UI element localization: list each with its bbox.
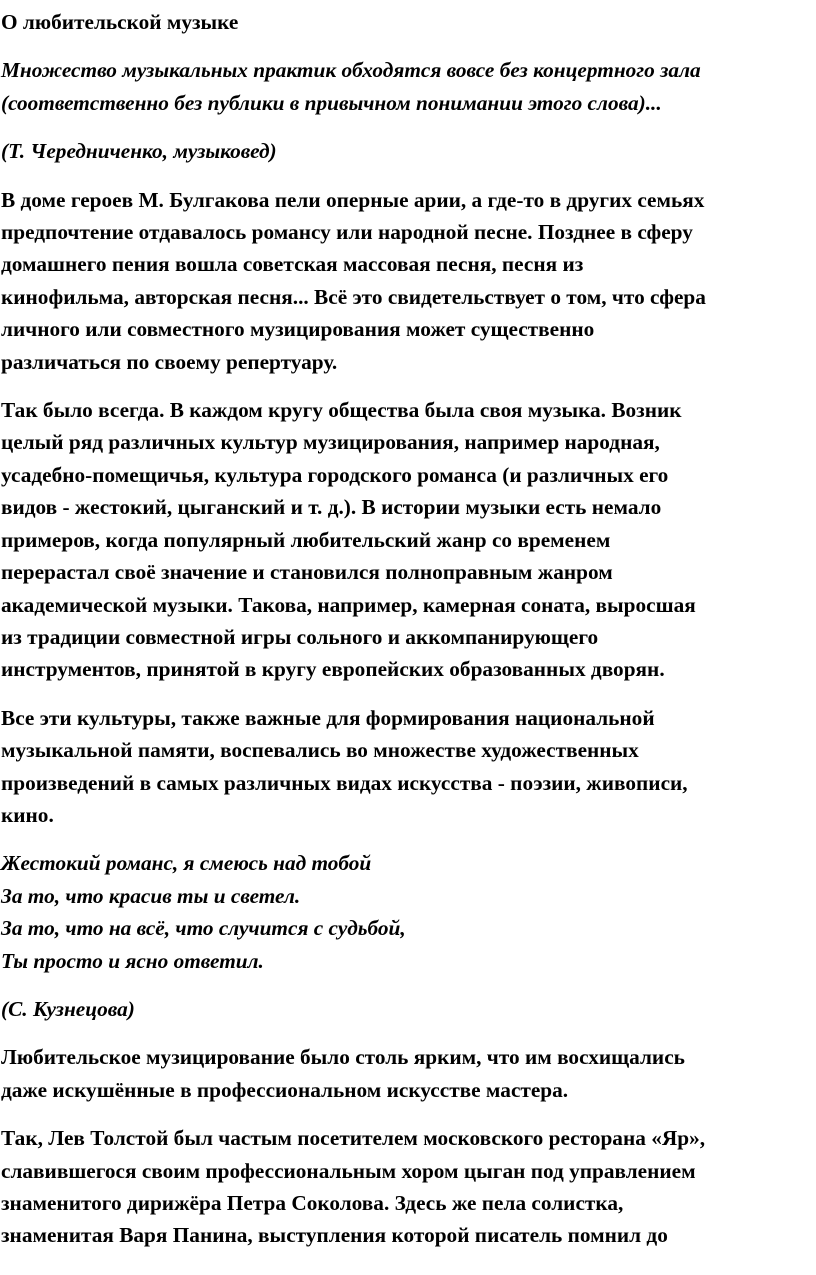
paragraph-line: славившегося своим профессиональным хором цыган под управлением	[1, 1158, 696, 1183]
spacer	[0, 168, 816, 184]
poem-line: За то, что на всё, что случится с судьбой,	[1, 916, 406, 941]
paragraph-line: инструментов, принятой в кругу европейских образованных дворян.	[1, 657, 665, 682]
spacer	[0, 1106, 816, 1122]
spacer	[0, 378, 816, 394]
paragraph-line: различаться по своему репертуару.	[1, 349, 338, 374]
paragraph-line: Так было всегда. В каждом кругу общества была своя музыка. Возник	[1, 398, 682, 423]
epigraph-attribution: (Т. Чередниченко, музыковед)	[1, 139, 277, 164]
epigraph	[0, 54, 816, 119]
paragraph-line: перерастал своё значение и становился полноправным жанром	[1, 560, 613, 585]
paragraph-line: из традиции совместной игры сольного и аккомпанирующего	[1, 624, 599, 649]
paragraph-line: произведений в самых различных видах искусства - поэзии, живописи,	[1, 770, 688, 795]
paragraph-line: даже искушённые в профессиональном искусстве мастера.	[1, 1077, 569, 1102]
paragraph-2	[0, 394, 816, 686]
spacer	[0, 38, 816, 54]
paragraph-1	[0, 184, 816, 378]
epigraph-line: (соответственно без публики в привычном понимании этого слова)...	[1, 90, 662, 115]
paragraph-line: целый ряд различных культур музицирования, например народная,	[1, 430, 660, 455]
epigraph-line: Множество музыкальных практик обходятся вовсе без концертного зала	[1, 58, 701, 83]
paragraph-line: кино.	[1, 802, 54, 827]
paragraph-line: домашнего пения вошла советская массовая песня, песня из	[1, 252, 584, 277]
spacer	[0, 686, 816, 702]
paragraph-line: Так, Лев Толстой был частым посетителем московского ресторана «Яр»,	[1, 1126, 706, 1151]
paragraph-line: музыкальной памяти, воспевались во множестве художественных	[1, 738, 639, 763]
poem	[0, 847, 816, 977]
spacer	[0, 831, 816, 847]
poem-attribution: (С. Кузнецова)	[1, 996, 135, 1021]
spacer	[0, 977, 816, 993]
paragraph-line: усадебно-помещичья, культура городского романса (и различных его	[1, 462, 669, 487]
paragraph-5	[0, 1122, 816, 1252]
poem-line: Ты просто и ясно ответил.	[1, 948, 264, 973]
paragraph-line: предпочтение отдавалось романсу или народной песне. Позднее в сферу	[1, 220, 693, 245]
paragraph-line: академической музыки. Такова, например, камерная соната, выросшая	[1, 592, 696, 617]
poem-line: За то, что красив ты и светел.	[1, 883, 301, 908]
spacer	[0, 119, 816, 135]
paragraph-3	[0, 702, 816, 832]
paragraph-line: Все эти культуры, также важные для формирования национальной	[1, 705, 655, 730]
poem-line: Жестокий романс, я смеюсь над тобой	[1, 851, 372, 876]
paragraph-4	[0, 1041, 816, 1106]
paragraph-line: знаменитая Варя Панина, выступления которой писатель помнил до	[1, 1223, 668, 1248]
paragraph-line: примеров, когда популярный любительский жанр со временем	[1, 527, 611, 552]
paragraph-line: кинофильма, авторская песня... Всё это свидетельствует о том, что сфера	[1, 284, 706, 309]
paragraph-line: Любительское музицирование было столь ярким, что им восхищались	[1, 1045, 685, 1070]
paragraph-line: видов - жестокий, цыганский и т. д.). В истории музыки есть немало	[1, 495, 662, 520]
spacer	[0, 1025, 816, 1041]
paragraph-line: личного или совместного музицирования может существенно	[1, 317, 595, 342]
paragraph-line: знаменитого дирижёра Петра Соколова. Здесь же пела солистка,	[1, 1191, 624, 1215]
document-title: О любительской музыке	[1, 10, 239, 34]
paragraph-line: В доме героев М. Булгакова пели оперные арии, а где-то в других семьях	[1, 187, 705, 212]
